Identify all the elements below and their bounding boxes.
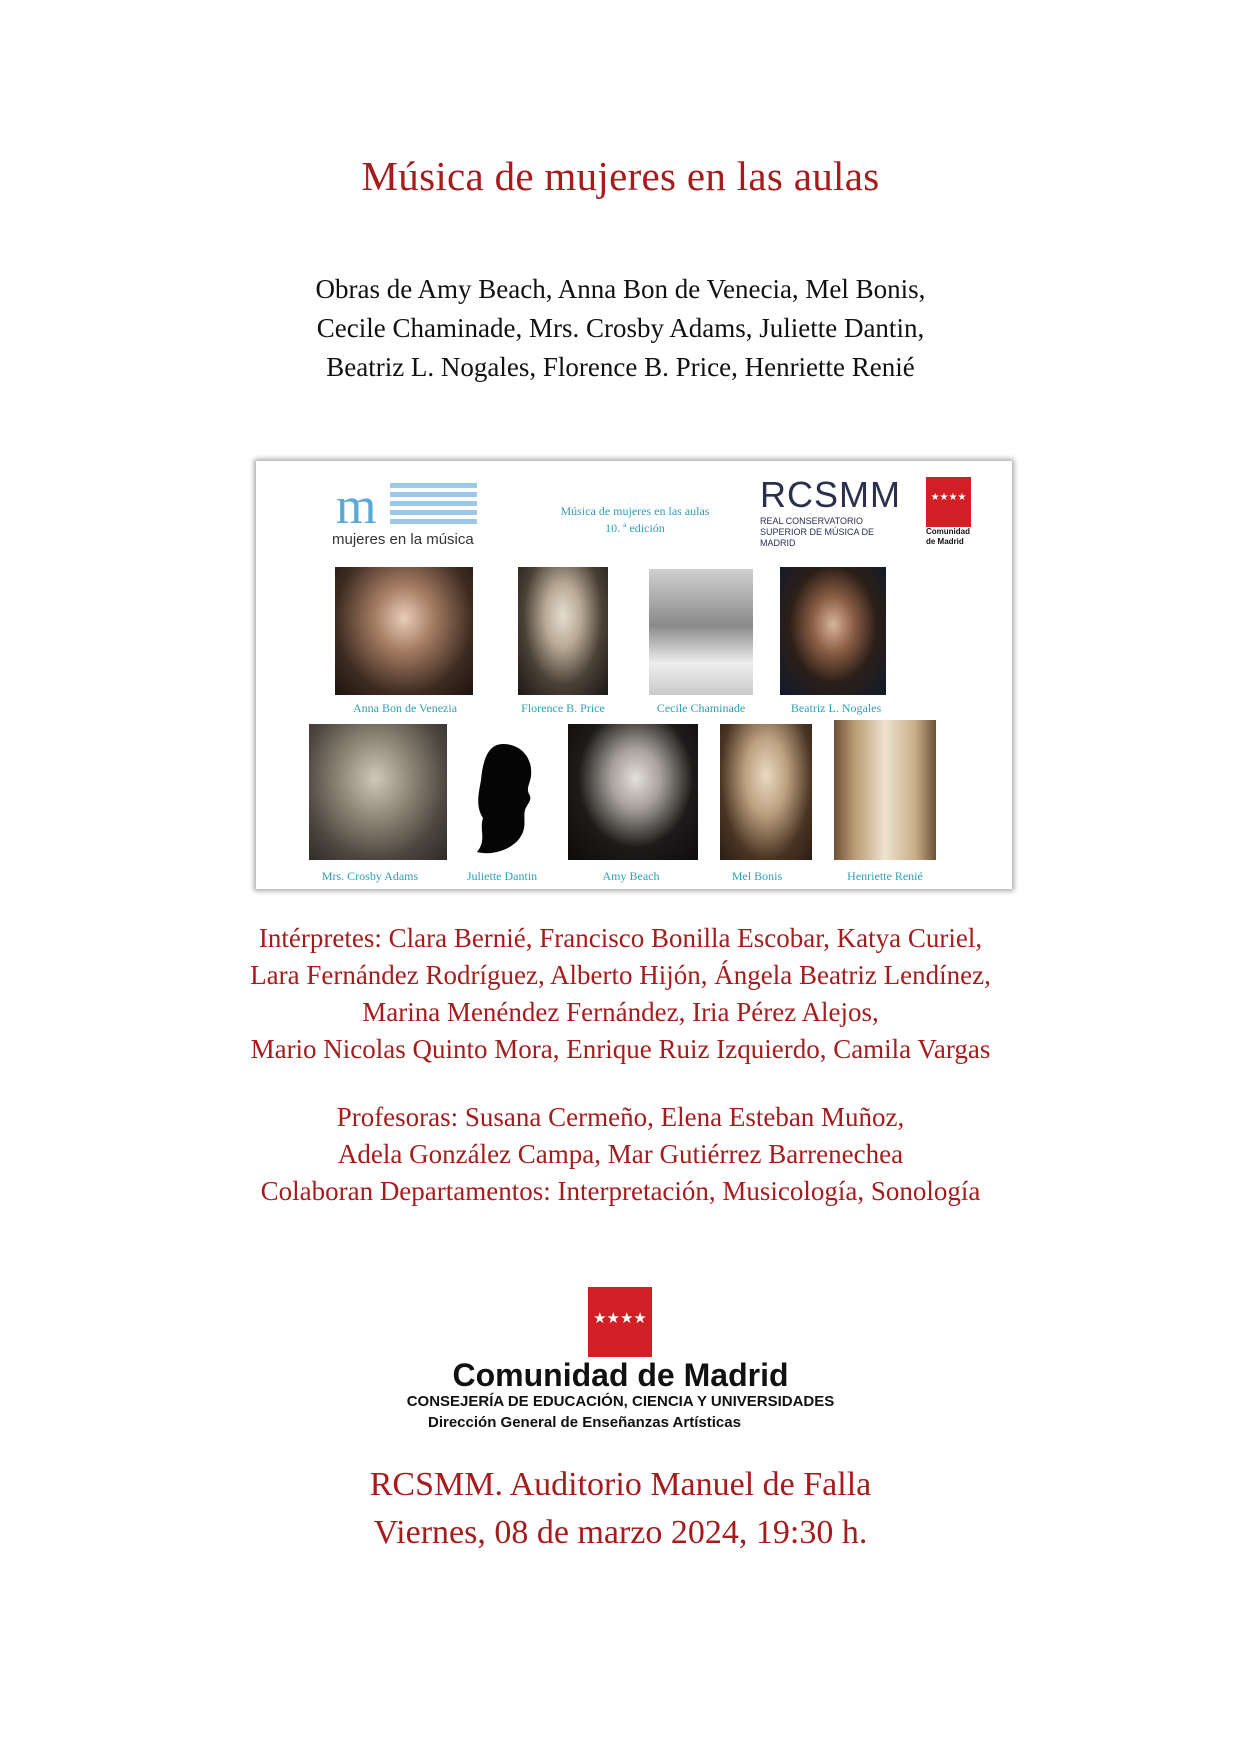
logo-caption: mujeres en la música bbox=[332, 531, 474, 548]
works-line: Cecile Chaminade, Mrs. Crosby Adams, Juliette Dantin, bbox=[316, 313, 925, 343]
teachers-line: Adela González Campa, Mar Gutiérrez Barrenechea bbox=[337, 1139, 904, 1169]
performers-line: Intérpretes: Clara Bernié, Francisco Bonilla Escobar, Katya Curiel, bbox=[258, 923, 983, 953]
portrait-caption: Anna Bon de Venezia bbox=[352, 701, 458, 715]
poster-subtitle-line: 10. ª edición bbox=[605, 521, 665, 535]
performers-list bbox=[0, 920, 1241, 1068]
rcsmm-full-name bbox=[760, 516, 910, 549]
portrait-photo bbox=[309, 724, 447, 860]
page-title: Música de mujeres en las aulas bbox=[361, 153, 880, 199]
rcsmm-logo bbox=[760, 476, 910, 549]
departments-line: Colaboran Departamentos: Interpretación, Musicología, Sonología bbox=[260, 1176, 981, 1206]
teachers-line: Profesoras: Susana Cermeño, Elena Esteban Muñoz, bbox=[336, 1102, 905, 1132]
performers-line: Marina Menéndez Fernández, Iria Pérez Alejos, bbox=[362, 997, 879, 1027]
mujeres-en-la-musica-logo bbox=[334, 481, 479, 529]
portrait-photo bbox=[649, 569, 753, 695]
works-line: Beatriz L. Nogales, Florence B. Price, Henriette Renié bbox=[326, 352, 915, 382]
cm-small-line: Comunidad bbox=[926, 527, 970, 536]
cm-small-label bbox=[926, 527, 976, 547]
poster-subtitle-line: Música de mujeres en las aulas bbox=[560, 504, 710, 518]
venue-info bbox=[0, 1461, 1241, 1557]
works-line: Obras de Amy Beach, Anna Bon de Venecia, Mel Bonis, bbox=[315, 274, 926, 304]
portrait-photo bbox=[834, 720, 936, 860]
portrait-caption: Juliette Dantin bbox=[466, 869, 538, 883]
portrait-caption: Henriette Renié bbox=[847, 869, 923, 883]
rcsmm-line: SUPERIOR DE MÚSICA DE MADRID bbox=[760, 527, 875, 548]
portrait-caption: Amy Beach bbox=[602, 869, 660, 883]
works-list bbox=[0, 270, 1241, 387]
teachers-list bbox=[0, 1099, 1241, 1210]
rcsmm-line: REAL CONSERVATORIO bbox=[760, 516, 864, 526]
portrait-photo bbox=[518, 567, 608, 695]
portrait-photo bbox=[335, 567, 473, 695]
portrait-caption: Cecile Chaminade bbox=[656, 701, 746, 715]
portrait-caption: Florence B. Price bbox=[521, 701, 605, 715]
portrait-photo bbox=[720, 724, 812, 860]
rcsmm-acronym: RCSMM bbox=[760, 474, 901, 515]
comunidad-name: Comunidad de Madrid bbox=[452, 1357, 789, 1393]
portrait-caption: Mel Bonis bbox=[731, 869, 783, 883]
cm-small-line: de Madrid bbox=[926, 537, 964, 546]
direccion-name: Dirección General de Enseñanzas Artísticas bbox=[428, 1414, 741, 1431]
portrait-caption: Mrs. Crosby Adams bbox=[321, 869, 419, 883]
portrait-caption: Beatriz L. Nogales bbox=[790, 701, 882, 715]
madrid-flag-icon: ★★★★ bbox=[588, 1287, 652, 1357]
venue-line: RCSMM. Auditorio Manuel de Falla bbox=[369, 1466, 872, 1503]
performers-line: Lara Fernández Rodríguez, Alberto Hijón, Ángela Beatriz Lendínez, bbox=[250, 960, 991, 990]
portrait-photo bbox=[780, 567, 886, 695]
silhouette-portrait bbox=[463, 740, 549, 860]
madrid-flag-icon: ★★★★ bbox=[926, 477, 971, 527]
svg-text:m: m bbox=[336, 481, 377, 529]
consejeria-name: CONSEJERÍA DE EDUCACIÓN, CIENCIA Y UNIVERSIDADES bbox=[406, 1393, 835, 1410]
portrait-photo bbox=[568, 724, 698, 860]
date-line: Viernes, 08 de marzo 2024, 19:30 h. bbox=[373, 1514, 868, 1551]
poster-subtitle bbox=[535, 503, 735, 537]
performers-line: Mario Nicolas Quinto Mora, Enrique Ruiz Izquierdo, Camila Vargas bbox=[250, 1034, 991, 1064]
